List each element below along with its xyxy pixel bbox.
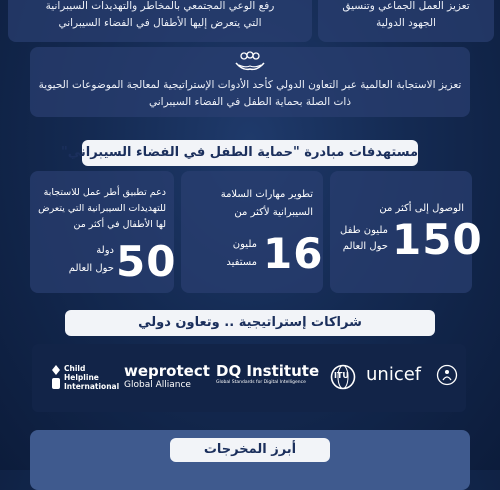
wide-card-text <box>30 77 470 111</box>
logo-text: Helpline <box>64 373 99 382</box>
stat-line: السيبرانية لأكثر من <box>234 207 313 218</box>
itu-logo <box>330 364 356 394</box>
stat-number: 16 <box>263 229 324 278</box>
stat-number: 50 <box>116 237 177 286</box>
stat-line: الوصول إلى أكثر من <box>379 203 464 214</box>
goal-line: رفع الوعي المجتمعي بالمخاطر والتهديدات السيبرانية <box>45 0 275 12</box>
goal-line: التي يتعرض إليها الأطفال في الفضاء السيبراني <box>58 17 262 29</box>
logo-text: DQ Institute <box>216 362 320 380</box>
stat-line: مستفيد <box>226 257 257 268</box>
weprotect-logo <box>124 362 210 390</box>
stat-number: 150 <box>392 215 483 264</box>
logo-text: weprotect <box>124 362 210 380</box>
logo-text: Global Standards for Digital Intelligence <box>216 380 306 385</box>
stat-line: تطوير مهارات السلامة <box>220 189 313 200</box>
stat-card-children <box>330 171 483 293</box>
goal-card-right <box>318 0 494 42</box>
logo-text: unicef <box>366 364 422 385</box>
stat-line: حول العالم <box>68 263 114 274</box>
stat-line: مليون <box>232 239 257 250</box>
logo-text: ITU <box>334 371 349 380</box>
stat-line: لها الأطفال في أكثر من <box>73 219 166 230</box>
stat-line: دعم تطبيق أطر عمل للاستجابة <box>43 187 166 198</box>
dq-institute-logo <box>216 362 319 385</box>
goal-line: الجهود الدولية <box>376 17 436 29</box>
section-title-outputs: أبرز المخرجات <box>170 438 330 462</box>
unicef-logo <box>366 364 421 385</box>
goal-card-left <box>8 0 312 42</box>
goal-line: تعزيز العمل الجماعي وتنسيق <box>342 0 470 12</box>
child-helpline-icon <box>50 364 62 390</box>
stat-line: للتهديدات السيبرانية التي يتعرض <box>38 203 166 214</box>
stat-card-skills <box>181 171 323 293</box>
stat-line: حول العالم <box>342 241 388 252</box>
goal-text <box>318 0 494 32</box>
logo-text: Global Alliance <box>124 380 191 390</box>
goal-text <box>8 0 312 32</box>
unicef-emblem-icon <box>436 364 458 386</box>
section-title-partners: شراكات إستراتيجية .. وتعاون دولي <box>65 310 435 336</box>
wide-card-line: ذات الصلة بحماية الطفل في الفضاء السيبراني <box>149 96 351 108</box>
stat-line: دولة <box>96 245 114 256</box>
wide-card-line: تعزيز الاستجابة العالمية عبر التعاون الدولي كأحد الأدوات الإستراتيجية لمعالجة الموضوعات الحيوية <box>38 79 462 91</box>
hands-people-icon <box>233 51 267 73</box>
goal-card-wide <box>30 47 470 117</box>
stat-card-countries <box>30 171 177 293</box>
partners-logos <box>32 344 466 412</box>
section-title-targets: مستهدفات مبادرة "حماية الطفل في الفضاء السيبراني" <box>82 140 418 166</box>
logo-text: Child <box>64 364 86 373</box>
stat-line: مليون طفل <box>340 225 388 236</box>
logo-text: International <box>64 382 120 391</box>
